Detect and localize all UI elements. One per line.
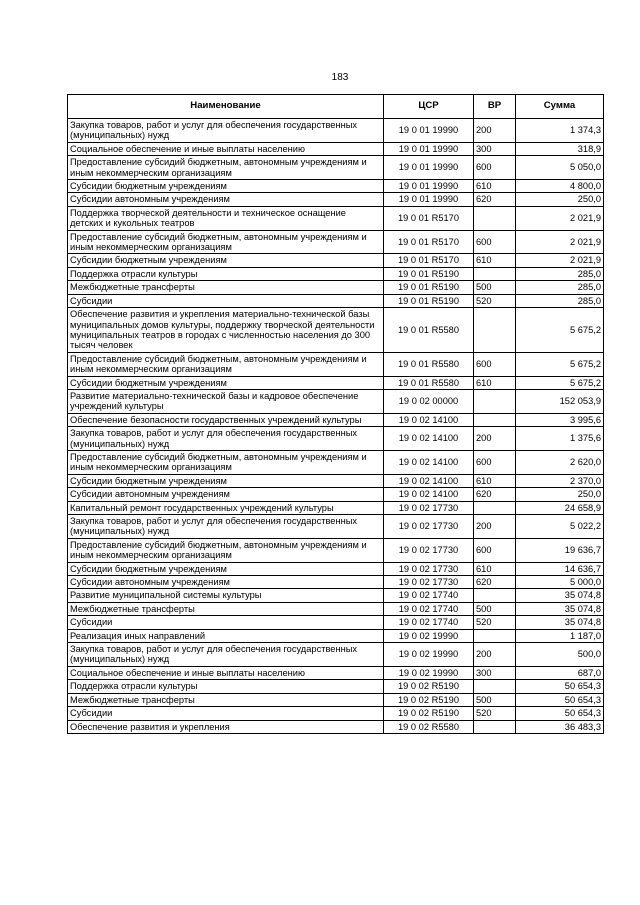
cell-sum: 14 636,7 [516, 562, 604, 575]
cell-vr [474, 206, 516, 230]
table-row [68, 413, 604, 426]
cell-sum: 50 654,3 [516, 680, 604, 693]
cell-vr: 610 [474, 254, 516, 267]
cell-csr: 19 0 01 R5190 [384, 294, 474, 307]
cell-name: Межбюджетные трансферты [68, 602, 384, 615]
cell-sum: 285,0 [516, 294, 604, 307]
table-row [68, 643, 604, 667]
cell-vr: 610 [474, 474, 516, 487]
cell-sum: 5 675,2 [516, 308, 604, 353]
column-header-vr: ВР [474, 95, 516, 119]
cell-name: Реализация иных направлений [68, 629, 384, 642]
cell-vr: 500 [474, 602, 516, 615]
cell-csr: 19 0 02 14100 [384, 427, 474, 451]
cell-sum: 152 053,9 [516, 389, 604, 413]
cell-name: Развитие материально-технической базы и кадровое обеспечение учреждений культуры [68, 389, 384, 413]
cell-vr [474, 501, 516, 514]
cell-name: Социальное обеспечение и иные выплаты населению [68, 666, 384, 679]
cell-name: Субсидии автономным учреждениям [68, 488, 384, 501]
cell-name: Субсидии бюджетным учреждениям [68, 376, 384, 389]
cell-name: Субсидии бюджетным учреждениям [68, 180, 384, 193]
table-row [68, 230, 604, 254]
cell-csr: 19 0 01 R5170 [384, 230, 474, 254]
cell-sum: 5 675,2 [516, 352, 604, 376]
cell-sum: 1 375,6 [516, 427, 604, 451]
cell-sum: 35 074,8 [516, 616, 604, 629]
cell-sum: 2 021,9 [516, 206, 604, 230]
cell-sum: 35 074,8 [516, 602, 604, 615]
cell-name: Закупка товаров, работ и услуг для обеспечения государственных (муниципальных) нужд [68, 643, 384, 667]
cell-vr: 620 [474, 576, 516, 589]
cell-sum: 2 620,0 [516, 450, 604, 474]
cell-vr: 600 [474, 230, 516, 254]
cell-sum: 36 483,3 [516, 720, 604, 733]
cell-csr: 19 0 02 R5190 [384, 693, 474, 706]
table-row [68, 450, 604, 474]
cell-csr: 19 0 02 14100 [384, 413, 474, 426]
cell-csr: 19 0 02 19990 [384, 643, 474, 667]
cell-sum: 4 800,0 [516, 180, 604, 193]
table-row [68, 352, 604, 376]
cell-name: Закупка товаров, работ и услуг для обеспечения государственных (муниципальных) нужд [68, 427, 384, 451]
cell-vr: 520 [474, 294, 516, 307]
cell-name: Социальное обеспечение и иные выплаты населению [68, 142, 384, 155]
cell-csr: 19 0 02 14100 [384, 450, 474, 474]
table-row [68, 501, 604, 514]
cell-sum: 50 654,3 [516, 693, 604, 706]
cell-name: Субсидии автономным учреждениям [68, 193, 384, 206]
table-row [68, 515, 604, 539]
cell-vr: 520 [474, 616, 516, 629]
cell-vr: 200 [474, 643, 516, 667]
cell-sum: 5 022,2 [516, 515, 604, 539]
cell-vr: 300 [474, 666, 516, 679]
cell-vr: 620 [474, 193, 516, 206]
table-row [68, 427, 604, 451]
cell-sum: 687,0 [516, 666, 604, 679]
cell-csr: 19 0 01 19990 [384, 156, 474, 180]
cell-vr [474, 267, 516, 280]
cell-csr: 19 0 01 19990 [384, 142, 474, 155]
cell-vr [474, 629, 516, 642]
budget-table [67, 94, 604, 734]
cell-csr: 19 0 01 R5170 [384, 254, 474, 267]
table-row [68, 308, 604, 353]
column-header-sum: Сумма [516, 95, 604, 119]
cell-csr: 19 0 02 17730 [384, 562, 474, 575]
cell-csr: 19 0 01 R5580 [384, 308, 474, 353]
table-header-row [68, 95, 604, 119]
cell-sum: 3 995,6 [516, 413, 604, 426]
page-number: 183 [331, 72, 349, 83]
table-row [68, 562, 604, 575]
cell-sum: 1 374,3 [516, 119, 604, 143]
table-row [68, 156, 604, 180]
table-row [68, 474, 604, 487]
cell-csr: 19 0 02 14100 [384, 488, 474, 501]
cell-sum: 1 187,0 [516, 629, 604, 642]
cell-csr: 19 0 02 17740 [384, 616, 474, 629]
cell-vr [474, 720, 516, 733]
cell-vr: 610 [474, 562, 516, 575]
cell-sum: 500,0 [516, 643, 604, 667]
cell-vr: 500 [474, 281, 516, 294]
cell-csr: 19 0 01 R5580 [384, 376, 474, 389]
cell-name: Субсидии бюджетным учреждениям [68, 254, 384, 267]
table-row [68, 254, 604, 267]
cell-name: Субсидии [68, 707, 384, 720]
cell-name: Субсидии бюджетным учреждениям [68, 474, 384, 487]
cell-csr: 19 0 02 17730 [384, 515, 474, 539]
cell-vr: 500 [474, 693, 516, 706]
cell-csr: 19 0 01 R5190 [384, 267, 474, 280]
table-row [68, 142, 604, 155]
cell-name: Поддержка отрасли культуры [68, 680, 384, 693]
table-row [68, 376, 604, 389]
cell-vr [474, 389, 516, 413]
table-row [68, 602, 604, 615]
cell-sum: 5 675,2 [516, 376, 604, 389]
cell-name: Развитие муниципальной системы культуры [68, 589, 384, 602]
cell-csr: 19 0 02 17730 [384, 538, 474, 562]
table-row [68, 267, 604, 280]
table-row [68, 180, 604, 193]
cell-sum: 2 370,0 [516, 474, 604, 487]
cell-vr: 200 [474, 515, 516, 539]
cell-csr: 19 0 02 17730 [384, 501, 474, 514]
cell-sum: 250,0 [516, 193, 604, 206]
cell-vr: 610 [474, 180, 516, 193]
table-row [68, 707, 604, 720]
cell-sum: 35 074,8 [516, 589, 604, 602]
cell-csr: 19 0 02 17740 [384, 602, 474, 615]
cell-name: Обеспечение развития и укрепления [68, 720, 384, 733]
cell-sum: 285,0 [516, 267, 604, 280]
cell-name: Закупка товаров, работ и услуг для обеспечения государственных (муниципальных) нужд [68, 515, 384, 539]
cell-vr [474, 589, 516, 602]
cell-vr: 610 [474, 376, 516, 389]
cell-name: Предоставление субсидий бюджетным, автономным учреждениям и иным некоммерческим организациям [68, 230, 384, 254]
table-row [68, 488, 604, 501]
cell-name: Предоставление субсидий бюджетным, автономным учреждениям и иным некоммерческим организациям [68, 156, 384, 180]
cell-sum: 19 636,7 [516, 538, 604, 562]
table-row [68, 538, 604, 562]
cell-sum: 318,9 [516, 142, 604, 155]
cell-vr: 600 [474, 450, 516, 474]
cell-name: Межбюджетные трансферты [68, 281, 384, 294]
cell-name: Межбюджетные трансферты [68, 693, 384, 706]
table-row [68, 589, 604, 602]
cell-csr: 19 0 01 19990 [384, 119, 474, 143]
cell-name: Обеспечение безопасности государственных учреждений культуры [68, 413, 384, 426]
cell-name: Субсидии автономным учреждениям [68, 576, 384, 589]
table-row [68, 666, 604, 679]
cell-csr: 19 0 02 19990 [384, 629, 474, 642]
cell-vr: 600 [474, 538, 516, 562]
cell-csr: 19 0 01 19990 [384, 180, 474, 193]
table-row [68, 119, 604, 143]
cell-csr: 19 0 02 R5580 [384, 720, 474, 733]
cell-sum: 24 658,9 [516, 501, 604, 514]
cell-name: Предоставление субсидий бюджетным, автономным учреждениям и иным некоммерческим организациям [68, 352, 384, 376]
cell-csr: 19 0 02 R5190 [384, 707, 474, 720]
cell-name: Субсидии бюджетным учреждениям [68, 562, 384, 575]
cell-csr: 19 0 01 R5170 [384, 206, 474, 230]
cell-name: Капитальный ремонт государственных учреждений культуры [68, 501, 384, 514]
cell-vr: 200 [474, 427, 516, 451]
cell-vr [474, 308, 516, 353]
cell-sum: 2 021,9 [516, 254, 604, 267]
cell-name: Субсидии [68, 294, 384, 307]
table-row [68, 206, 604, 230]
cell-csr: 19 0 02 R5190 [384, 680, 474, 693]
column-header-csr: ЦСР [384, 95, 474, 119]
cell-sum: 285,0 [516, 281, 604, 294]
cell-vr [474, 680, 516, 693]
column-header-name: Наименование [68, 95, 384, 119]
cell-name: Предоставление субсидий бюджетным, автономным учреждениям и иным некоммерческим организациям [68, 538, 384, 562]
table-row [68, 720, 604, 733]
cell-name: Закупка товаров, работ и услуг для обеспечения государственных (муниципальных) нужд [68, 119, 384, 143]
cell-name: Предоставление субсидий бюджетным, автономным учреждениям и иным некоммерческим организациям [68, 450, 384, 474]
cell-csr: 19 0 02 00000 [384, 389, 474, 413]
cell-name: Поддержка отрасли культуры [68, 267, 384, 280]
cell-vr: 520 [474, 707, 516, 720]
table-row [68, 629, 604, 642]
table-row [68, 693, 604, 706]
cell-name: Поддержка творческой деятельности и техническое оснащение детских и кукольных театров [68, 206, 384, 230]
table-body [68, 119, 604, 734]
cell-csr: 19 0 02 17730 [384, 576, 474, 589]
cell-sum: 5 000,0 [516, 576, 604, 589]
cell-sum: 5 050,0 [516, 156, 604, 180]
cell-vr [474, 413, 516, 426]
table-row [68, 281, 604, 294]
table-row [68, 616, 604, 629]
table-row [68, 193, 604, 206]
cell-vr: 600 [474, 352, 516, 376]
cell-sum: 50 654,3 [516, 707, 604, 720]
cell-csr: 19 0 01 19990 [384, 193, 474, 206]
cell-vr: 200 [474, 119, 516, 143]
cell-sum: 2 021,9 [516, 230, 604, 254]
table-row [68, 680, 604, 693]
cell-csr: 19 0 02 17740 [384, 589, 474, 602]
cell-vr: 300 [474, 142, 516, 155]
cell-vr: 620 [474, 488, 516, 501]
table-row [68, 576, 604, 589]
cell-name: Обеспечение развития и укрепления материально-технической базы муниципальных домов культуры, поддержку творческой деятельности муниципальных театров в городах с численностью населения до 300 тысяч человек [68, 308, 384, 353]
cell-sum: 250,0 [516, 488, 604, 501]
table-row [68, 294, 604, 307]
cell-csr: 19 0 02 19990 [384, 666, 474, 679]
table-row [68, 389, 604, 413]
cell-csr: 19 0 02 14100 [384, 474, 474, 487]
cell-csr: 19 0 01 R5580 [384, 352, 474, 376]
cell-vr: 600 [474, 156, 516, 180]
cell-name: Субсидии [68, 616, 384, 629]
cell-csr: 19 0 01 R5190 [384, 281, 474, 294]
